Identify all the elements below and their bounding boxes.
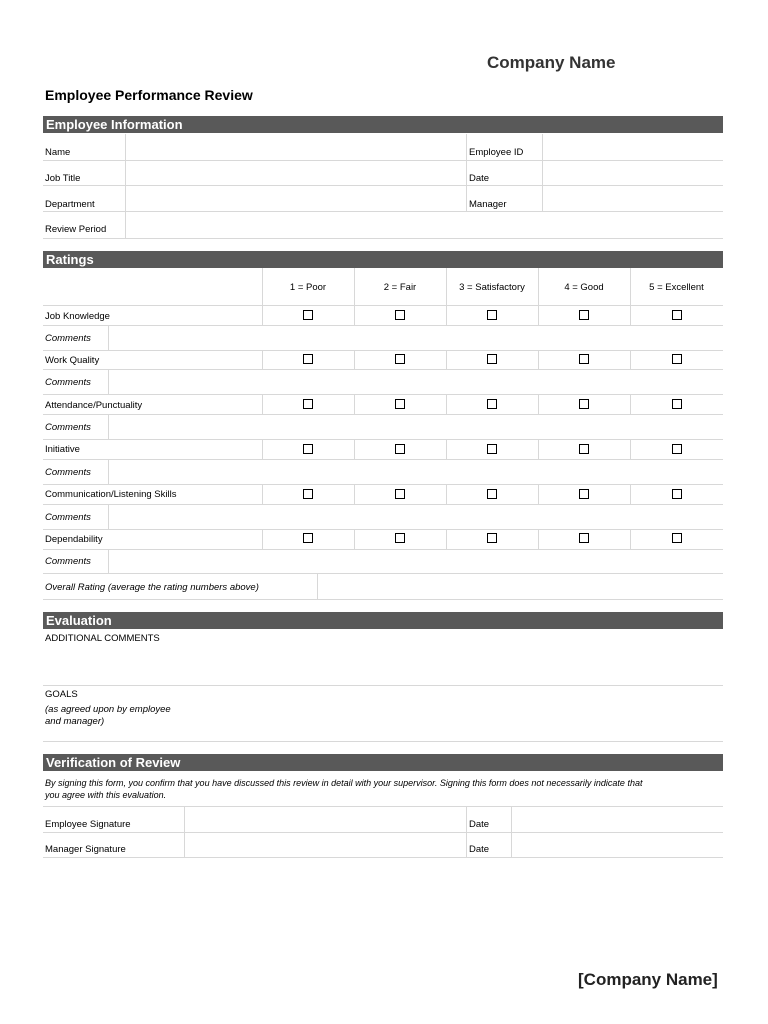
category-communication-listening-skills: Communication/Listening Skills bbox=[45, 489, 177, 500]
row-divider bbox=[43, 484, 723, 485]
column-divider bbox=[466, 806, 467, 857]
column-divider bbox=[446, 439, 447, 459]
rating-checkbox[interactable] bbox=[395, 354, 405, 364]
column-divider bbox=[354, 305, 355, 325]
rating-checkbox[interactable] bbox=[579, 489, 589, 499]
row-divider bbox=[43, 238, 723, 239]
goals-note: (as agreed upon by employee bbox=[45, 704, 171, 715]
column-divider bbox=[108, 459, 109, 484]
employee-signature-label: Employee Signature bbox=[45, 819, 131, 830]
row-divider bbox=[43, 504, 723, 505]
date-field[interactable] bbox=[544, 162, 722, 184]
goals-field[interactable] bbox=[190, 688, 722, 740]
rating-checkbox[interactable] bbox=[672, 489, 682, 499]
column-divider bbox=[630, 350, 631, 369]
rating-checkbox[interactable] bbox=[395, 533, 405, 543]
category-attendance-punctuality: Attendance/Punctuality bbox=[45, 400, 143, 411]
additional-comments-label: ADDITIONAL COMMENTS bbox=[45, 633, 160, 644]
column-divider bbox=[446, 484, 447, 504]
company-name-footer: [Company Name] bbox=[578, 970, 718, 989]
column-divider bbox=[446, 394, 447, 414]
row-divider bbox=[43, 857, 723, 858]
row-divider bbox=[43, 369, 723, 370]
column-divider bbox=[262, 394, 263, 414]
column-divider bbox=[466, 134, 467, 211]
comments-field[interactable] bbox=[110, 551, 722, 572]
row-divider bbox=[43, 549, 723, 550]
rating-checkbox[interactable] bbox=[579, 399, 589, 409]
rating-checkbox[interactable] bbox=[672, 399, 682, 409]
column-divider bbox=[446, 350, 447, 369]
column-divider bbox=[630, 394, 631, 414]
category-initiative: Initiative bbox=[45, 444, 80, 455]
comments-label: Comments bbox=[45, 377, 91, 388]
verification-statement: By signing this form, you confirm that you have discussed this review in detail with your supervisor. Signing this form does not necessarily indicate that bbox=[45, 778, 643, 788]
row-divider bbox=[43, 529, 723, 530]
rating-checkbox[interactable] bbox=[579, 310, 589, 320]
column-divider bbox=[108, 504, 109, 529]
column-divider bbox=[538, 439, 539, 459]
row-divider bbox=[43, 459, 723, 460]
rating-checkbox[interactable] bbox=[395, 489, 405, 499]
scale-header-good: 4 = Good bbox=[564, 282, 604, 293]
row-divider bbox=[43, 211, 723, 212]
comments-field[interactable] bbox=[110, 327, 722, 349]
rating-checkbox[interactable] bbox=[579, 444, 589, 454]
column-divider bbox=[184, 806, 185, 857]
additional-comments-field[interactable] bbox=[43, 646, 723, 684]
row-divider bbox=[43, 573, 723, 574]
comments-label: Comments bbox=[45, 467, 91, 478]
comments-field[interactable] bbox=[110, 506, 722, 528]
comments-label: Comments bbox=[45, 512, 91, 523]
rating-checkbox[interactable] bbox=[303, 399, 313, 409]
rating-checkbox[interactable] bbox=[487, 489, 497, 499]
column-divider bbox=[262, 484, 263, 504]
column-divider bbox=[538, 350, 539, 369]
overall-rating-field[interactable] bbox=[319, 575, 722, 598]
column-divider bbox=[108, 369, 109, 394]
column-divider bbox=[538, 484, 539, 504]
row-divider bbox=[43, 160, 723, 161]
comments-label: Comments bbox=[45, 333, 91, 344]
job-title-field[interactable] bbox=[127, 162, 464, 184]
column-divider bbox=[108, 549, 109, 573]
employee-id-label: Employee ID bbox=[469, 147, 524, 158]
column-divider bbox=[262, 529, 263, 549]
rating-checkbox[interactable] bbox=[579, 354, 589, 364]
rating-checkbox[interactable] bbox=[579, 533, 589, 543]
review-period-field[interactable] bbox=[127, 213, 722, 237]
column-divider bbox=[446, 529, 447, 549]
scale-header-satisfactory: 3 = Satisfactory bbox=[459, 282, 525, 293]
form-title: Employee Performance Review bbox=[45, 87, 253, 103]
date-label: Date bbox=[469, 173, 490, 184]
comments-field[interactable] bbox=[110, 461, 722, 483]
rating-checkbox[interactable] bbox=[487, 354, 497, 364]
row-divider bbox=[43, 414, 723, 415]
name-field[interactable] bbox=[127, 136, 464, 159]
review-period-label: Review Period bbox=[45, 224, 107, 235]
column-divider bbox=[630, 439, 631, 459]
section-evaluation: Evaluation bbox=[43, 612, 723, 629]
employee-id-field[interactable] bbox=[544, 136, 722, 159]
column-divider bbox=[262, 350, 263, 369]
scale-header-poor: 1 = Poor bbox=[289, 282, 327, 293]
rating-checkbox[interactable] bbox=[672, 444, 682, 454]
rating-checkbox[interactable] bbox=[303, 310, 313, 320]
rating-checkbox[interactable] bbox=[395, 399, 405, 409]
column-divider bbox=[354, 529, 355, 549]
manager-signature-label: Manager Signature bbox=[45, 844, 126, 855]
row-divider bbox=[43, 305, 723, 306]
section-employee-information: Employee Information bbox=[43, 116, 723, 133]
column-divider bbox=[354, 439, 355, 459]
column-divider bbox=[354, 350, 355, 369]
section-ratings: Ratings bbox=[43, 251, 723, 268]
rating-checkbox[interactable] bbox=[487, 399, 497, 409]
column-divider bbox=[538, 394, 539, 414]
row-divider bbox=[43, 832, 723, 833]
row-divider bbox=[43, 806, 723, 807]
department-label: Department bbox=[45, 199, 95, 210]
goals-label: GOALS bbox=[45, 689, 78, 700]
manager-label: Manager bbox=[469, 199, 507, 210]
rating-checkbox[interactable] bbox=[672, 310, 682, 320]
rating-checkbox[interactable] bbox=[672, 533, 682, 543]
row-divider bbox=[43, 599, 723, 600]
name-label: Name bbox=[45, 147, 71, 158]
manager-signature-field[interactable] bbox=[186, 834, 464, 856]
comments-label: Comments bbox=[45, 556, 91, 567]
column-divider bbox=[630, 529, 631, 549]
column-divider bbox=[108, 414, 109, 439]
manager-signature-date-label: Date bbox=[469, 844, 490, 855]
company-name-header: Company Name bbox=[487, 53, 616, 72]
row-divider bbox=[43, 439, 723, 440]
manager-field[interactable] bbox=[544, 187, 722, 210]
category-job-knowledge: Job Knowledge bbox=[45, 311, 110, 322]
scale-header-fair: 2 = Fair bbox=[383, 282, 417, 293]
column-divider bbox=[354, 394, 355, 414]
column-divider bbox=[538, 529, 539, 549]
column-divider bbox=[511, 806, 512, 857]
section-verification-of-review: Verification of Review bbox=[43, 754, 723, 771]
column-divider bbox=[630, 305, 631, 325]
row-divider bbox=[43, 325, 723, 326]
column-divider bbox=[125, 134, 126, 238]
column-divider bbox=[354, 484, 355, 504]
employee-signature-date-field[interactable] bbox=[513, 808, 722, 831]
column-divider bbox=[317, 573, 318, 599]
row-divider bbox=[43, 185, 723, 186]
employee-signature-date-label: Date bbox=[469, 819, 490, 830]
column-divider bbox=[262, 439, 263, 459]
column-divider bbox=[446, 305, 447, 325]
row-divider bbox=[43, 350, 723, 351]
department-field[interactable] bbox=[127, 187, 464, 210]
rating-checkbox[interactable] bbox=[487, 533, 497, 543]
rating-checkbox[interactable] bbox=[395, 444, 405, 454]
category-dependability: Dependability bbox=[45, 534, 103, 545]
column-divider bbox=[262, 305, 263, 325]
row-divider bbox=[43, 685, 723, 686]
comments-label: Comments bbox=[45, 422, 91, 433]
goals-note: and manager) bbox=[45, 716, 105, 727]
scale-header-excellent: 5 = Excellent bbox=[649, 282, 704, 293]
rating-checkbox[interactable] bbox=[303, 354, 313, 364]
rating-checkbox[interactable] bbox=[487, 310, 497, 320]
rating-checkbox[interactable] bbox=[672, 354, 682, 364]
column-divider bbox=[630, 484, 631, 504]
job-title-label: Job Title bbox=[45, 173, 81, 184]
column-divider bbox=[108, 325, 109, 350]
row-divider bbox=[43, 741, 723, 742]
rating-checkbox[interactable] bbox=[487, 444, 497, 454]
rating-checkbox[interactable] bbox=[303, 444, 313, 454]
category-work-quality: Work Quality bbox=[45, 355, 100, 366]
column-divider bbox=[542, 134, 543, 211]
employee-signature-field[interactable] bbox=[186, 808, 464, 831]
manager-signature-date-field[interactable] bbox=[513, 834, 722, 856]
rating-checkbox[interactable] bbox=[303, 533, 313, 543]
comments-field[interactable] bbox=[110, 416, 722, 438]
column-divider bbox=[538, 305, 539, 325]
verification-statement: you agree with this evaluation. bbox=[45, 790, 167, 800]
rating-checkbox[interactable] bbox=[303, 489, 313, 499]
row-divider bbox=[43, 394, 723, 395]
rating-checkbox[interactable] bbox=[395, 310, 405, 320]
overall-rating-label: Overall Rating (average the rating numbers above) bbox=[45, 582, 259, 593]
comments-field[interactable] bbox=[110, 371, 722, 393]
